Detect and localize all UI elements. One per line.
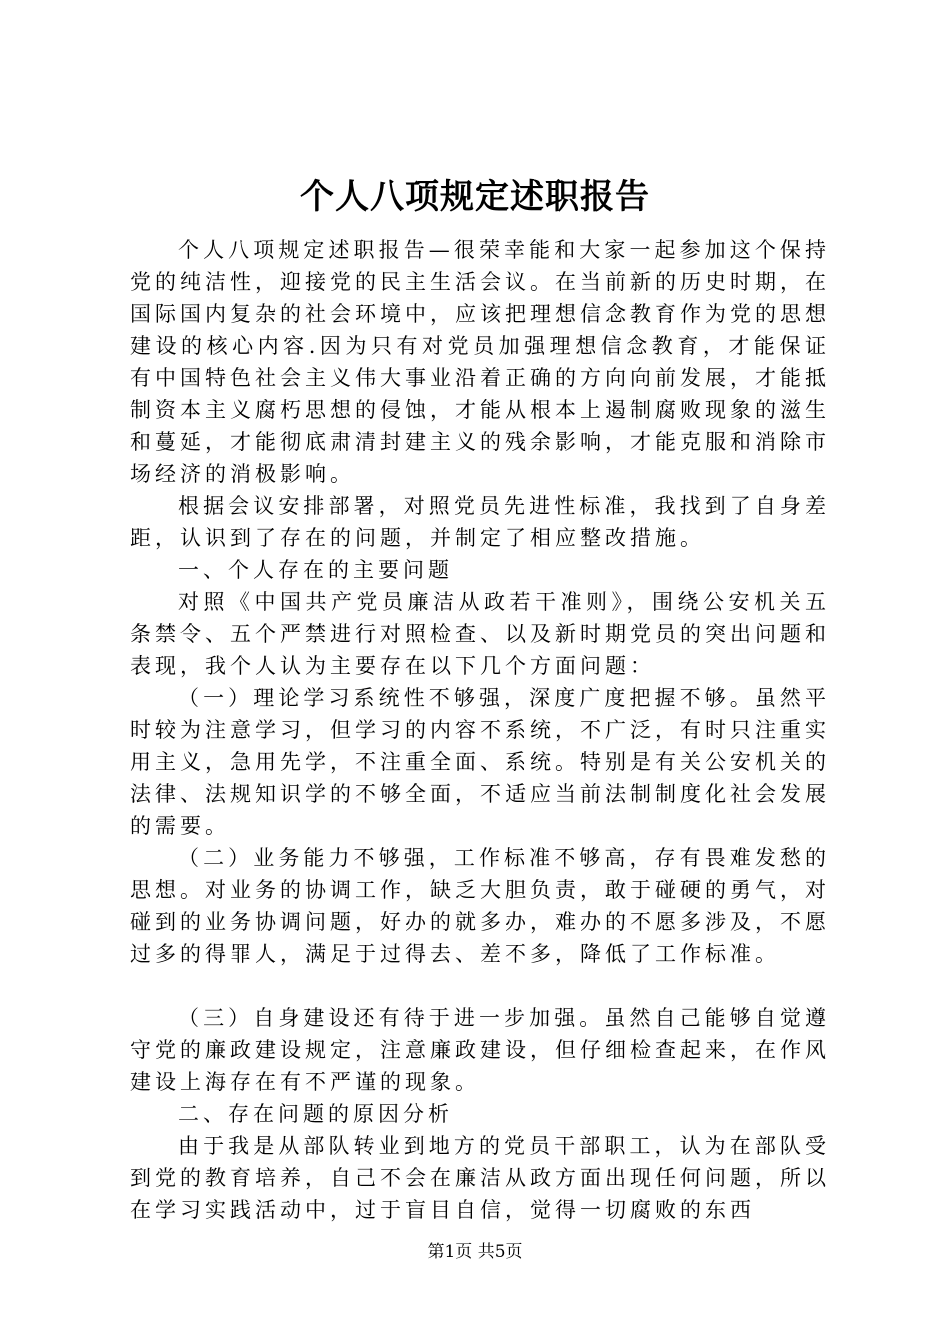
paragraph-item-3: （三）自身建设还有待于进一步加强。虽然自己能够自觉遵守党的廉政建设规定，注意廉政建设，但仔细检查起来，在作风建设上海存在有不严谨的现象。 [130,1006,830,1094]
paragraph-meeting: 根据会议安排部署，对照党员先进性标准，我找到了自身差距，认识到了存在的问题，并制定了相应整改措施。 [130,494,830,550]
paragraph-intro: 个人八项规定述职报告—很荣幸能和大家一起参加这个保持党的纯洁性，迎接党的民主生活会议。在当前新的历史时期，在国际国内复杂的社会环境中，应该把理想信念教育作为党的思想建设的核心内容.因为只有对党员加强理想信念教育，才能保证有中国特色社会主义伟大事业沿着正确的方向向前发展，才能抵制资本主义腐朽思想的侵蚀，才能从根本上遏制腐败现象的滋生和蔓延，才能彻底肃清封建主义的残余影响，才能克服和消除市场经济的消极影响。 [130,238,830,486]
paragraph-comparison: 对照《中国共产党员廉洁从政若干准则》，围绕公安机关五条禁令、五个严禁进行对照检查、以及新时期党员的突出问题和表现，我个人认为主要存在以下几个方面问题： [130,590,830,678]
paragraph-spacer [130,970,830,1002]
paragraph-item-2: （二）业务能力不够强，工作标准不够高，存有畏难发愁的思想。对业务的协调工作，缺乏大胆负责，敢于碰硬的勇气，对碰到的业务协调问题，好办的就多办，难办的不愿多涉及，不愿过多的得罪人，满足于过得去、差不多，降低了工作标准。 [130,846,830,966]
page-footer: 第1页 共5页 [427,1242,523,1262]
section-heading-causes: 二、存在问题的原因分析 [178,1102,453,1126]
document-title: 个人八项规定述职报告 [300,177,650,217]
paragraph-item-1: （一）理论学习系统性不够强，深度广度把握不够。虽然平时较为注意学习，但学习的内容不系统，不广泛，有时只注重实用主义，急用先学，不注重全面、系统。特别是有关公安机关的法律、法规知识学的不够全面，不适应当前法制制度化社会发展的需要。 [130,686,830,838]
document-body [130,234,830,1226]
paragraph-causes: 由于我是从部队转业到地方的党员干部职工，认为在部队受到党的教育培养，自己不会在廉洁从政方面出现任何问题，所以在学习实践活动中，过于盲目自信，觉得一切腐败的东西 [130,1134,830,1222]
section-heading-problems: 一、个人存在的主要问题 [178,558,453,582]
